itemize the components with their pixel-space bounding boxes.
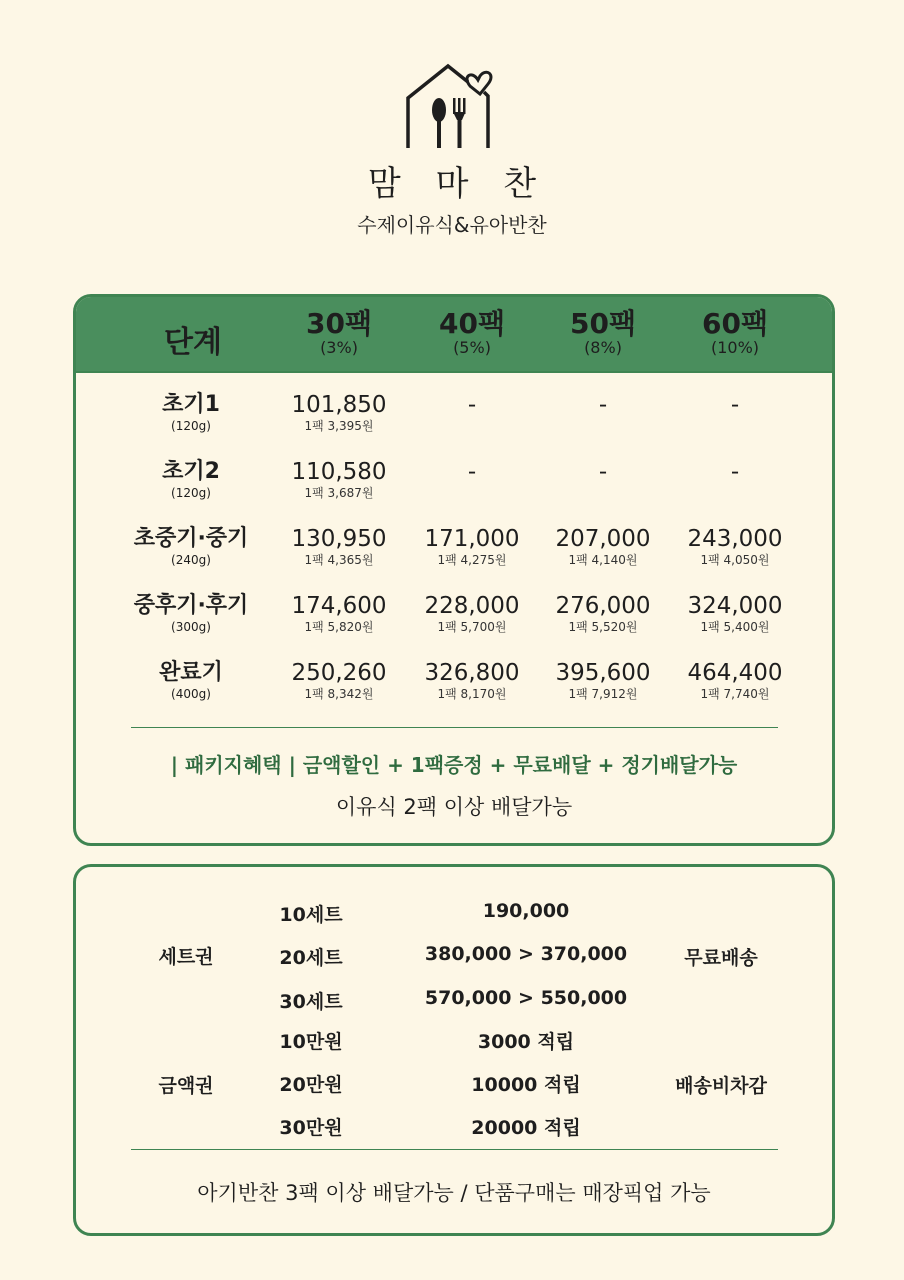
price-cell: 130,950 1팩 4,365원 (291, 526, 387, 567)
price-cell: 228,000 1팩 5,700원 (424, 593, 520, 634)
price-cell: 395,600 1팩 7,912원 (555, 660, 651, 701)
price-cell: 243,000 1팩 4,050원 (687, 526, 783, 567)
price-cell: 326,800 1팩 8,170원 (424, 660, 520, 701)
brand-name: 맘 마 찬 (367, 164, 549, 204)
divider (131, 727, 778, 728)
price-cell: 171,000 1팩 4,275원 (424, 526, 520, 567)
table-row (76, 592, 832, 652)
voucher-item-price: 3000 적립 (477, 1031, 575, 1053)
voucher-item-price: 570,000 > 550,000 (424, 987, 628, 1009)
price-cell: 324,000 1팩 5,400원 (687, 593, 783, 634)
price-table-card (73, 294, 835, 846)
voucher-card (73, 864, 835, 1236)
pack-header-50: 50팩 (8%) (569, 307, 636, 357)
table-header (76, 297, 832, 373)
table-row (76, 659, 832, 719)
house-spoon-fork-heart-icon (402, 60, 502, 152)
footer-note: 아기반찬 3팩 이상 배달가능 / 단품구매는 매장픽업 가능 (197, 1181, 711, 1205)
table-body (76, 373, 832, 703)
price-cell: 207,000 1팩 4,140원 (555, 526, 651, 567)
set-voucher-label: 세트권 (158, 946, 214, 968)
voucher-item-name: 30세트 (279, 991, 343, 1013)
table-row (76, 458, 832, 518)
price-cell: 250,260 1팩 8,342원 (291, 660, 387, 701)
voucher-item-price: 380,000 > 370,000 (424, 943, 628, 965)
price-cell: 110,580 1팩 3,687원 (291, 459, 387, 500)
divider (131, 1149, 778, 1150)
price-cell: 101,850 1팩 3,395원 (291, 392, 387, 433)
pack-header-60: 60팩 (10%) (701, 307, 768, 357)
pack-header-40: 40팩 (5%) (438, 307, 505, 357)
price-cell: - (467, 392, 477, 418)
price-cell: - (730, 392, 740, 418)
voucher-item-price: 20000 적립 (471, 1117, 581, 1139)
table-row (76, 525, 832, 585)
voucher-item-price: 190,000 (482, 900, 570, 922)
tagline: 수제이유식&유아반찬 (357, 213, 547, 237)
price-cell: - (598, 392, 608, 418)
stage-cell: 초중기·중기 (240g) (133, 526, 249, 567)
price-cell: - (467, 459, 477, 485)
voucher-item-name: 20세트 (279, 947, 343, 969)
voucher-item-price: 10000 적립 (471, 1074, 581, 1096)
logo-block (0, 60, 904, 238)
package-benefit-text: | 패키지혜택 | 금액할인 + 1팩증정 + 무료배달 + 정기배달가능 (170, 753, 738, 777)
amount-voucher-note: 배송비차감 (675, 1075, 767, 1097)
stage-cell: 중후기·후기 (300g) (133, 593, 249, 634)
table-row (76, 391, 832, 451)
price-cell: 464,400 1팩 7,740원 (687, 660, 783, 701)
price-cell: - (598, 459, 608, 485)
pack-header-30: 30팩 (3%) (305, 307, 372, 357)
voucher-item-name: 30만원 (279, 1117, 343, 1139)
voucher-item-name: 10만원 (279, 1031, 343, 1053)
stage-cell: 완료기 (400g) (159, 660, 223, 701)
stage-cell: 초기2 (120g) (162, 459, 220, 500)
voucher-item-name: 20만원 (279, 1074, 343, 1096)
price-cell: 174,600 1팩 5,820원 (291, 593, 387, 634)
stage-cell: 초기1 (120g) (162, 392, 220, 433)
stage-header: 단계 (164, 325, 222, 360)
amount-voucher-label: 금액권 (158, 1075, 214, 1097)
set-voucher-note: 무료배송 (684, 947, 758, 969)
price-cell: - (730, 459, 740, 485)
price-cell: 276,000 1팩 5,520원 (555, 593, 651, 634)
delivery-note: 이유식 2팩 이상 배달가능 (335, 795, 573, 819)
voucher-item-name: 10세트 (279, 904, 343, 926)
